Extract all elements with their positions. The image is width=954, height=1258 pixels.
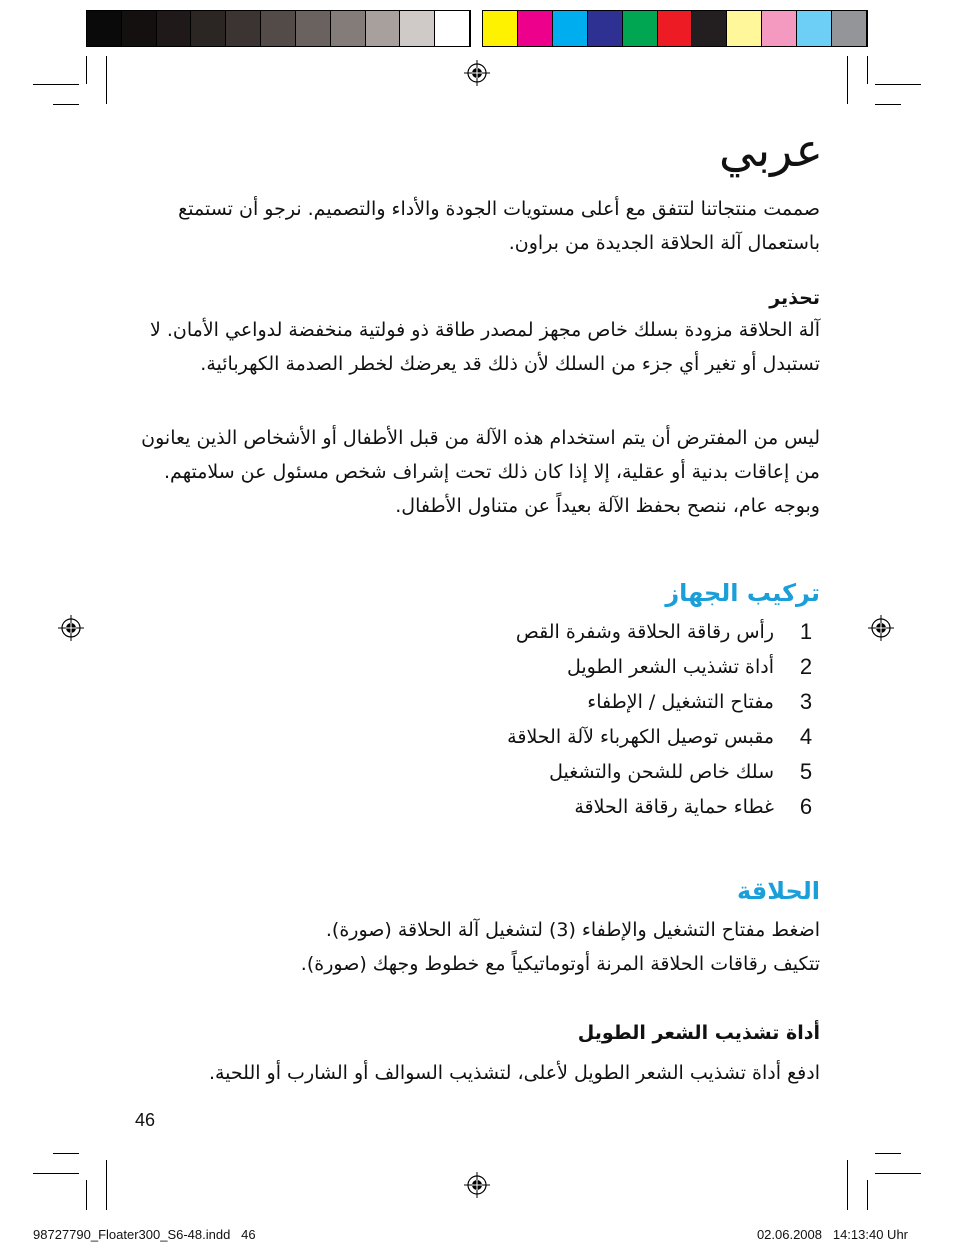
color-swatch: [553, 11, 588, 46]
color-swatch: [261, 11, 296, 46]
item-number: 3: [799, 688, 813, 714]
warning-line: آلة الحلاقة مزودة بسلك خاص مجهز لمصدر طاقة ذو فولتية منخفضة لدواعي الأمان. لا: [150, 319, 820, 341]
item-number: 4: [799, 723, 813, 749]
list-item: [320, 684, 820, 719]
crop-mark: [875, 104, 901, 105]
crop-mark: [106, 56, 107, 104]
crop-mark: [33, 1173, 79, 1174]
registration-mark-icon: [868, 615, 894, 641]
grayscale-color-bar: [86, 10, 471, 47]
crop-mark: [33, 84, 79, 85]
children-note-line: وبوجه عام، ننصح بحفظ الآلة بعيداً عن متناول الأطفال.: [395, 495, 820, 517]
trimmer-heading: أداة تشذيب الشعر الطويل: [577, 1022, 820, 1044]
color-swatch: [658, 11, 693, 46]
crop-mark: [106, 1160, 107, 1210]
color-swatch: [727, 11, 762, 46]
warning-paragraph: [120, 313, 820, 381]
color-swatch: [623, 11, 658, 46]
item-text: غطاء حماية رقاقة الحلاقة: [574, 795, 774, 818]
children-note-line: من إعاقات بدنية أو عقلية، إلا إذا كان ذلك تحت إشراف شخص مسئول عن سلامتهم.: [164, 461, 820, 483]
item-text: مفتاح التشغيل / الإطفاء: [587, 690, 774, 713]
assembly-heading: تركيب الجهاز: [665, 579, 820, 607]
crop-mark: [875, 1153, 901, 1154]
shaving-line: تتكيف رقاقات الحلاقة المرنة أوتوماتيكياً مع خطوط وجهك (صورة).: [300, 953, 820, 975]
crop-mark: [86, 56, 87, 84]
color-swatch: [122, 11, 157, 46]
registration-mark-icon: [58, 615, 84, 641]
list-item: [320, 649, 820, 684]
parts-list: [320, 614, 820, 824]
color-swatch: [483, 11, 518, 46]
crop-mark: [847, 1160, 848, 1210]
footer-filename: 98727790_Floater300_S6-48.indd 46: [33, 1227, 256, 1242]
crop-mark: [847, 56, 848, 104]
item-number: 1: [799, 618, 813, 644]
crop-mark: [86, 1180, 87, 1210]
children-note-line: ليس من المفترض أن يتم استخدام هذه الآلة من قبل الأطفال أو الأشخاص الذين يعانون: [141, 427, 820, 449]
warning-heading: تحذير: [769, 287, 820, 309]
item-text: أداة تشذيب الشعر الطويل: [566, 655, 774, 678]
color-swatch: [226, 11, 261, 46]
intro-paragraph: [120, 192, 820, 260]
process-color-bar: [482, 10, 868, 47]
list-item: [320, 789, 820, 824]
crop-mark: [867, 1180, 868, 1210]
registration-mark-icon: [464, 1172, 490, 1198]
color-swatch: [435, 11, 470, 46]
item-text: مقبس توصيل الكهرباء لآلة الحلاقة: [507, 725, 774, 748]
item-text: رأس رقاقة الحلاقة وشفرة القص: [515, 620, 774, 643]
color-swatch: [400, 11, 435, 46]
shaving-line: اضغط مفتاح التشغيل والإطفاء (3) لتشغيل آلة الحلاقة (صورة).: [325, 919, 820, 941]
page-title: عربي: [719, 123, 823, 177]
trimmer-paragraph: ادفع أداة تشذيب الشعر الطويل لأعلى، لتشذيب السوالف أو الشارب أو اللحية.: [208, 1062, 820, 1084]
crop-mark: [53, 104, 79, 105]
page-number: 46: [135, 1110, 156, 1130]
list-item: [320, 754, 820, 789]
crop-mark: [875, 1173, 921, 1174]
color-swatch: [797, 11, 832, 46]
children-note-paragraph: [120, 421, 820, 523]
crop-mark: [53, 1153, 79, 1154]
registration-mark-icon: [464, 60, 490, 86]
color-swatch: [762, 11, 797, 46]
footer-timestamp: 02.06.2008 14:13:40 Uhr: [756, 1227, 908, 1242]
item-number: 5: [799, 758, 813, 784]
shaving-heading: الحلاقة: [736, 877, 820, 905]
item-number: 2: [799, 653, 813, 679]
color-swatch: [692, 11, 727, 46]
intro-line: صممت منتجاتنا لتتفق مع أعلى مستويات الجودة والأداء والتصميم. نرجو أن تستمتع: [178, 198, 820, 220]
crop-mark: [875, 84, 921, 85]
list-item: [320, 614, 820, 649]
item-number: 6: [799, 793, 813, 819]
color-swatch: [157, 11, 192, 46]
color-swatch: [518, 11, 553, 46]
list-item: [320, 719, 820, 754]
color-swatch: [588, 11, 623, 46]
color-swatch: [366, 11, 401, 46]
intro-line: باستعمال آلة الحلاقة الجديدة من براون.: [508, 232, 820, 254]
color-swatch: [296, 11, 331, 46]
color-swatch: [331, 11, 366, 46]
crop-mark: [867, 56, 868, 84]
warning-line: تستبدل أو تغير أي جزء من السلك لأن ذلك قد يعرضك لخطر الصدمة الكهربائية.: [200, 353, 820, 375]
item-text: سلك خاص للشحن والتشغيل: [549, 760, 774, 783]
color-swatch: [87, 11, 122, 46]
color-swatch: [191, 11, 226, 46]
shaving-paragraph: [120, 913, 820, 981]
color-swatch: [832, 11, 867, 46]
